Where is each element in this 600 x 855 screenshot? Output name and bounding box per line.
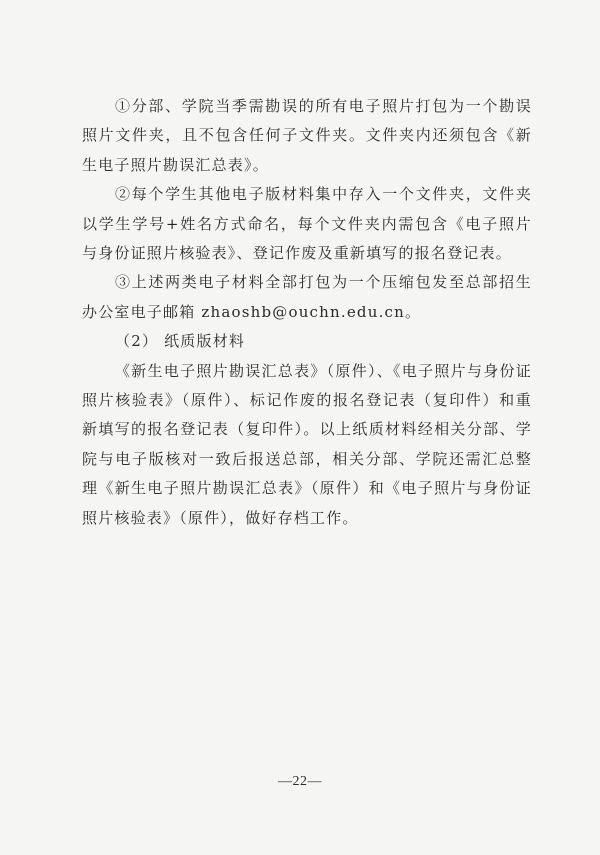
paragraph-student-folders: ②每个学生其他电子版材料集中存入一个文件夹，文件夹以学生学号+姓名方式命名，每个文件夹内需包含《电子照片与身份证照片核验表》、登记作废及重新填写的报名登记表。 <box>82 185 532 263</box>
paragraph-email-submission: ③上述两类电子材料全部打包为一个压缩包发至总部招生办公室电子邮箱 zhaoshb@ouchn.edu.cn。 <box>82 273 532 321</box>
page-number: —22— <box>278 774 322 789</box>
document-body <box>82 92 532 533</box>
paragraph-photo-packaging: ①分部、学院当季需勘误的所有电子照片打包为一个勘误照片文件夹，且不包含任何子文件夹。文件夹内还须包含《新生电子照片勘误汇总表》。 <box>82 97 532 174</box>
section-heading-paper-materials: （2） 纸质版材料 <box>115 332 246 351</box>
paragraph-paper-materials: 《新生电子照片勘误汇总表》（原件）、《电子照片与身份证照片核验表》（原件）、标记作废的报名登记表（复印件）和重新填写的报名登记表（复印件）。以上纸质材料经相关分部、学院与电子版核对一致后报送总部，相关分部、学院还需汇总整理《新生电子照片勘误汇总表》（原件）和《电子照片与身份证照片核验表》（原件），做好存档工作。 <box>82 361 532 527</box>
